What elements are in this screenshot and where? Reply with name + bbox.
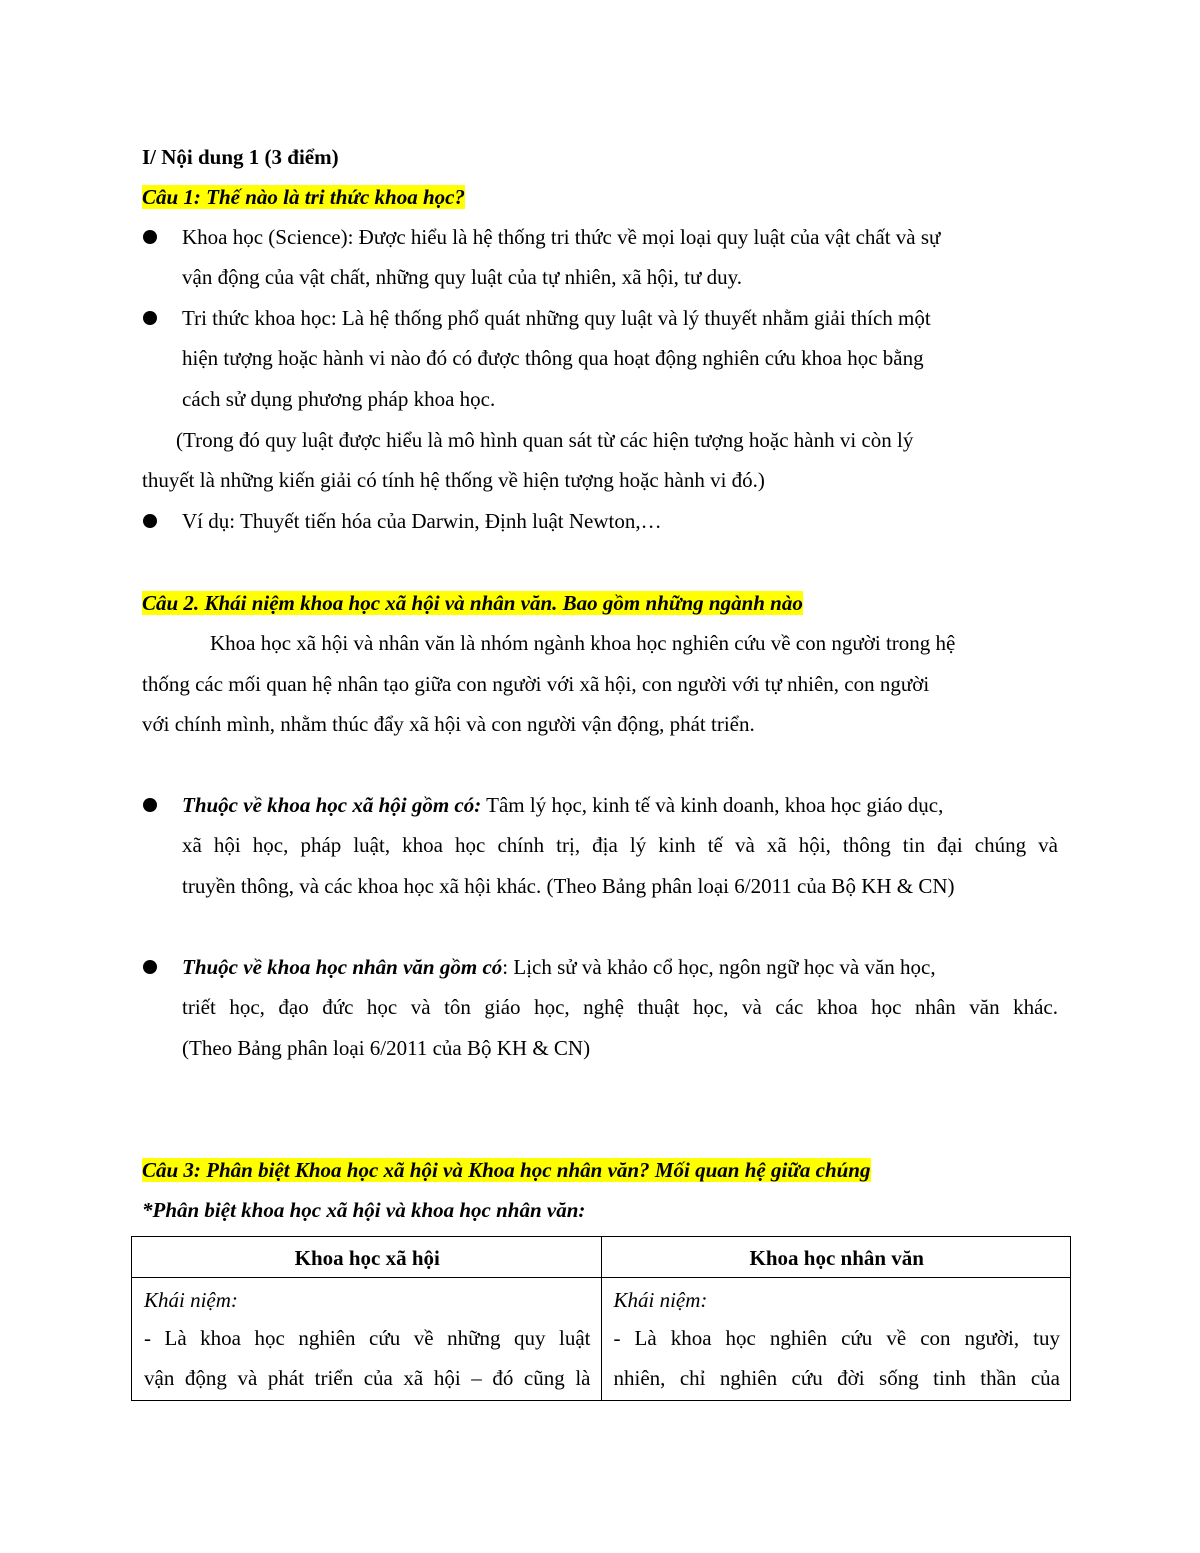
bullet-icon (143, 514, 157, 528)
table-header-row (132, 1237, 1071, 1278)
q2-bullet2-label: Thuộc về khoa học nhân văn gồm có (182, 955, 503, 979)
q2-bullet1-label: Thuộc về khoa học xã hội gồm có: (182, 793, 482, 817)
table-cell-social (132, 1278, 602, 1401)
q2-bullet2-line3: (Theo Bảng phân loại 6/2011 của Bộ KH & CN) (182, 1036, 591, 1060)
q2-bullet1-line3: truyền thông, và các khoa học xã hội khác. (Theo Bảng phân loại 6/2011 của Bộ KH & CN) (182, 874, 955, 898)
bullet-icon (143, 311, 157, 325)
q1-bullet1-line1: Khoa học (Science): Được hiểu là hệ thống tri thức về mọi loại quy luật của vật chất và sự (182, 225, 941, 249)
q2-paragraph-line2: thống các mối quan hệ nhân tạo giữa con người với xã hội, con người với tự nhiên, con người (142, 672, 930, 696)
cell-line: nhiên, chỉ nghiên cứu đời sống tinh thần của (613, 1366, 1060, 1390)
q1-paragraph-line1: (Trong đó quy luật được hiểu là mô hình quan sát từ các hiện tượng hoặc hành vi còn lý (176, 428, 914, 452)
q1-bullet1-line2: vận động của vật chất, những quy luật của tự nhiên, xã hội, tư duy. (182, 265, 742, 289)
q1-bullet2-line2: hiện tượng hoặc hành vi nào đó có được thông qua hoạt động nghiên cứu khoa học bằng (182, 346, 924, 370)
q1-title: Câu 1: Thế nào là tri thức khoa học? (142, 185, 465, 209)
q2-paragraph-line3: với chính mình, nhằm thúc đẩy xã hội và con người vận động, phát triển. (142, 712, 755, 736)
comparison-table (131, 1236, 1071, 1401)
q3-title: Câu 3: Phân biệt Khoa học xã hội và Khoa học nhân văn? Mối quan hệ giữa chúng (142, 1158, 871, 1182)
bullet-icon (143, 960, 157, 974)
q2-bullet1-line2: xã hội học, pháp luật, khoa học chính trị, địa lý kinh tế và xã hội, thông tin đại chúng và (182, 833, 1058, 857)
q1-paragraph-line2: thuyết là những kiến giải có tính hệ thống về hiện tượng hoặc hành vi đó.) (142, 468, 765, 492)
q2-bullet2-line1: Thuộc về khoa học nhân văn gồm có: Lịch sử và khảo cổ học, ngôn ngữ học và văn học, (182, 955, 936, 979)
bullet-icon (143, 798, 157, 812)
cell-line: vận động và phát triển của xã hội – đó cũng là (144, 1366, 591, 1390)
q1-bullet2-line1: Tri thức khoa học: Là hệ thống phổ quát những quy luật và lý thuyết nhằm giải thích một (182, 306, 931, 330)
q1-bullet3: Ví dụ: Thuyết tiến hóa của Darwin, Định luật Newton,… (182, 509, 662, 533)
q3-subtitle: *Phân biệt khoa học xã hội và khoa học nhân văn: (142, 1198, 586, 1222)
cell-label: Khái niệm: (144, 1288, 238, 1312)
table-header-humanities: Khoa học nhân văn (601, 1237, 1071, 1278)
cell-line: - Là khoa học nghiên cứu về những quy luật (144, 1326, 591, 1350)
q2-paragraph-line1: Khoa học xã hội và nhân văn là nhóm ngành khoa học nghiên cứu về con người trong hệ (210, 631, 956, 655)
cell-label: Khái niệm: (613, 1288, 708, 1312)
section-title: I/ Nội dung 1 (3 điểm) (142, 145, 339, 169)
bullet-icon (143, 230, 157, 244)
table-row (132, 1278, 1071, 1401)
cell-line: - Là khoa học nghiên cứu về con người, tuy (613, 1326, 1060, 1350)
q1-bullet2-line3: cách sử dụng phương pháp khoa học. (182, 387, 496, 411)
table-header-social: Khoa học xã hội (132, 1237, 602, 1278)
q2-bullet2-line2: triết học, đạo đức học và tôn giáo học, nghệ thuật học, và các khoa học nhân văn khác. (182, 995, 1058, 1019)
q2-bullet1-line1: Thuộc về khoa học xã hội gồm có: Tâm lý học, kinh tế và kinh doanh, khoa học giáo dục, (182, 793, 944, 817)
table-cell-humanities (601, 1278, 1071, 1401)
q2-title: Câu 2. Khái niệm khoa học xã hội và nhân văn. Bao gồm những ngành nào (142, 591, 803, 615)
